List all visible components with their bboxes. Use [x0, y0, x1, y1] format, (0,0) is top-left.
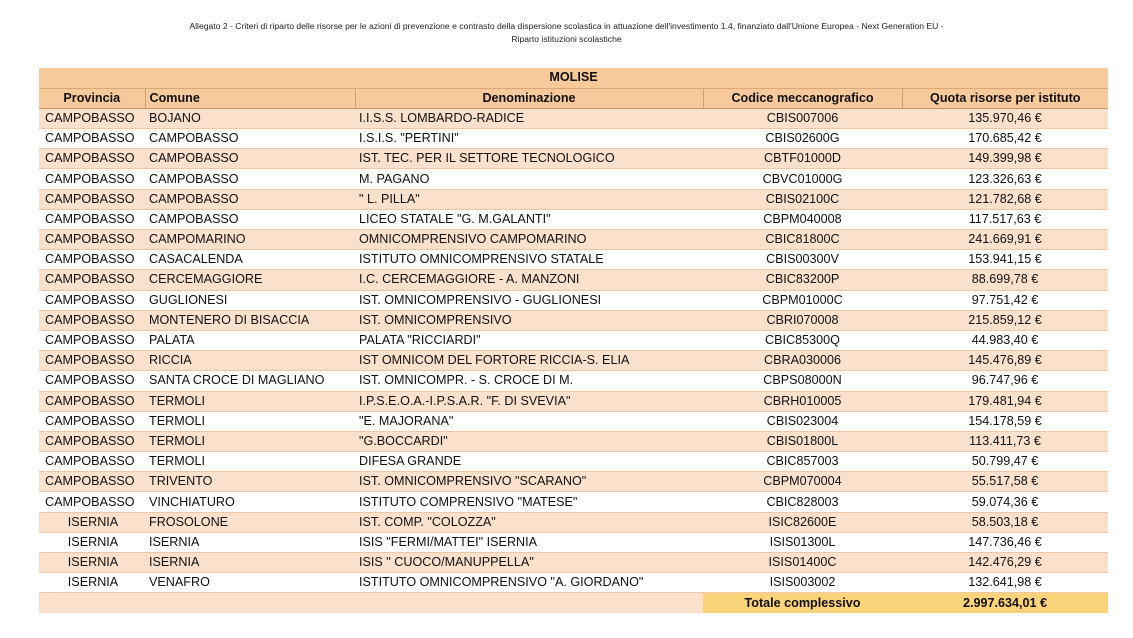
cell-denominazione: IST. OMNICOMPRENSIVO [355, 310, 703, 330]
cell-quota: 142.476,29 € [902, 553, 1108, 573]
cell-provincia: CAMPOBASSO [39, 472, 145, 492]
cell-quota: 215.859,12 € [902, 310, 1108, 330]
table-row [39, 209, 1108, 229]
cell-comune: TERMOLI [145, 431, 355, 451]
cell-codice: CBIC83200P [703, 270, 902, 290]
total-spacer [39, 593, 703, 613]
cell-codice: ISIS01300L [703, 532, 902, 552]
table-row [39, 512, 1108, 532]
cell-comune: CAMPOMARINO [145, 230, 355, 250]
cell-comune: TERMOLI [145, 452, 355, 472]
cell-quota: 97.751,42 € [902, 290, 1108, 310]
table-row [39, 472, 1108, 492]
cell-comune: MONTENERO DI BISACCIA [145, 310, 355, 330]
cell-provincia: CAMPOBASSO [39, 108, 145, 128]
cell-provincia: CAMPOBASSO [39, 492, 145, 512]
cell-denominazione: IST. OMNICOMPR. - S. CROCE DI M. [355, 371, 703, 391]
table-row [39, 169, 1108, 189]
cell-provincia: CAMPOBASSO [39, 189, 145, 209]
cell-provincia: CAMPOBASSO [39, 169, 145, 189]
cell-quota: 241.669,91 € [902, 230, 1108, 250]
table-row [39, 108, 1108, 128]
cell-denominazione: I.P.S.E.O.A.-I.P.S.A.R. "F. DI SVEVIA" [355, 391, 703, 411]
cell-codice: CBPM01000C [703, 290, 902, 310]
cell-codice: ISIS01400C [703, 553, 902, 573]
table-body [39, 108, 1108, 593]
cell-quota: 96.747,96 € [902, 371, 1108, 391]
table-row [39, 129, 1108, 149]
table-row [39, 452, 1108, 472]
region-title: MOLISE [39, 68, 1108, 88]
cell-codice: CBIS023004 [703, 411, 902, 431]
cell-codice: CBIS02100C [703, 189, 902, 209]
cell-codice: CBIS00300V [703, 250, 902, 270]
cell-denominazione: IST. TEC. PER IL SETTORE TECNOLOGICO [355, 149, 703, 169]
cell-codice: CBRI070008 [703, 310, 902, 330]
column-header-quota: Quota risorse per istituto [902, 88, 1108, 108]
cell-quota: 145.476,89 € [902, 351, 1108, 371]
table-row [39, 391, 1108, 411]
cell-denominazione: IST OMNICOM DEL FORTORE RICCIA-S. ELIA [355, 351, 703, 371]
cell-comune: CAMPOBASSO [145, 209, 355, 229]
cell-codice: CBPS08000N [703, 371, 902, 391]
table-row [39, 310, 1108, 330]
cell-comune: CAMPOBASSO [145, 169, 355, 189]
cell-denominazione: "G.BOCCARDI" [355, 431, 703, 451]
cell-comune: SANTA CROCE DI MAGLIANO [145, 371, 355, 391]
table-row [39, 532, 1108, 552]
cell-quota: 123.326,63 € [902, 169, 1108, 189]
cell-quota: 113.411,73 € [902, 431, 1108, 451]
page-header [0, 20, 1133, 45]
cell-codice: CBIC828003 [703, 492, 902, 512]
cell-comune: CAMPOBASSO [145, 149, 355, 169]
cell-provincia: CAMPOBASSO [39, 290, 145, 310]
cell-provincia: ISERNIA [39, 512, 145, 532]
total-label: Totale complessivo [703, 593, 902, 613]
cell-denominazione: ISIS " CUOCO/MANUPPELLA" [355, 553, 703, 573]
cell-provincia: CAMPOBASSO [39, 149, 145, 169]
table-row [39, 290, 1108, 310]
cell-provincia: CAMPOBASSO [39, 129, 145, 149]
cell-provincia: CAMPOBASSO [39, 351, 145, 371]
cell-quota: 121.782,68 € [902, 189, 1108, 209]
cell-quota: 179.481,94 € [902, 391, 1108, 411]
cell-comune: TERMOLI [145, 391, 355, 411]
cell-quota: 135.970,46 € [902, 108, 1108, 128]
cell-quota: 117.517,63 € [902, 209, 1108, 229]
cell-denominazione: ISTITUTO OMNICOMPRENSIVO STATALE [355, 250, 703, 270]
cell-comune: CERCEMAGGIORE [145, 270, 355, 290]
column-header-denominazione: Denominazione [355, 88, 703, 108]
table-row [39, 330, 1108, 350]
column-header-codice: Codice meccanografico [703, 88, 902, 108]
cell-codice: CBRA030006 [703, 351, 902, 371]
cell-quota: 154.178,59 € [902, 411, 1108, 431]
column-header-row [39, 88, 1108, 108]
total-value: 2.997.634,01 € [902, 593, 1108, 613]
cell-provincia: ISERNIA [39, 553, 145, 573]
cell-codice: CBIS02600G [703, 129, 902, 149]
cell-quota: 88.699,78 € [902, 270, 1108, 290]
cell-comune: GUGLIONESI [145, 290, 355, 310]
cell-comune: FROSOLONE [145, 512, 355, 532]
cell-denominazione: " L. PILLA" [355, 189, 703, 209]
cell-provincia: CAMPOBASSO [39, 371, 145, 391]
cell-codice: CBIC857003 [703, 452, 902, 472]
cell-provincia: CAMPOBASSO [39, 209, 145, 229]
cell-quota: 55.517,58 € [902, 472, 1108, 492]
cell-codice: CBIC81800C [703, 230, 902, 250]
table-row [39, 411, 1108, 431]
cell-comune: ISERNIA [145, 532, 355, 552]
cell-denominazione: IST. OMNICOMPRENSIVO - GUGLIONESI [355, 290, 703, 310]
cell-codice: ISIC82600E [703, 512, 902, 532]
table-row [39, 553, 1108, 573]
cell-provincia: CAMPOBASSO [39, 270, 145, 290]
cell-comune: PALATA [145, 330, 355, 350]
table-row [39, 573, 1108, 593]
cell-codice: CBTF01000D [703, 149, 902, 169]
allocation-table [39, 68, 1108, 613]
cell-denominazione: I.S.I.S. "PERTINI" [355, 129, 703, 149]
cell-denominazione: IST. COMP. "COLOZZA" [355, 512, 703, 532]
cell-denominazione: DIFESA GRANDE [355, 452, 703, 472]
cell-quota: 153.941,15 € [902, 250, 1108, 270]
region-header-row [39, 68, 1108, 88]
cell-provincia: ISERNIA [39, 532, 145, 552]
cell-provincia: CAMPOBASSO [39, 391, 145, 411]
cell-provincia: CAMPOBASSO [39, 431, 145, 451]
column-header-provincia: Provincia [39, 88, 145, 108]
cell-codice: CBVC01000G [703, 169, 902, 189]
cell-codice: ISIS003002 [703, 573, 902, 593]
table-row [39, 230, 1108, 250]
cell-denominazione: M. PAGANO [355, 169, 703, 189]
table-row [39, 351, 1108, 371]
cell-comune: TERMOLI [145, 411, 355, 431]
cell-provincia: CAMPOBASSO [39, 411, 145, 431]
cell-denominazione: I.C. CERCEMAGGIORE - A. MANZONI [355, 270, 703, 290]
table-row [39, 492, 1108, 512]
document-title: Allegato 2 - Criteri di riparto delle risorse per le azioni di prevenzione e contrasto della dispersione scolastica in attuazione dell'investimento 1.4, finanziato dall'Unione Europea - Next Generation EU - [189, 21, 944, 31]
cell-codice: CBIC85300Q [703, 330, 902, 350]
table-row [39, 371, 1108, 391]
cell-comune: RICCIA [145, 351, 355, 371]
cell-denominazione: ISIS "FERMI/MATTEI" ISERNIA [355, 532, 703, 552]
cell-provincia: CAMPOBASSO [39, 310, 145, 330]
cell-provincia: CAMPOBASSO [39, 230, 145, 250]
total-row [39, 593, 1108, 613]
cell-denominazione: ISTITUTO COMPRENSIVO "MATESE" [355, 492, 703, 512]
cell-quota: 44.983,40 € [902, 330, 1108, 350]
cell-quota: 170.685,42 € [902, 129, 1108, 149]
cell-denominazione: ISTITUTO OMNICOMPRENSIVO "A. GIORDANO" [355, 573, 703, 593]
cell-comune: ISERNIA [145, 553, 355, 573]
cell-denominazione: I.I.S.S. LOMBARDO-RADICE [355, 108, 703, 128]
cell-codice: CBIS01800L [703, 431, 902, 451]
cell-comune: VINCHIATURO [145, 492, 355, 512]
cell-comune: CAMPOBASSO [145, 129, 355, 149]
table-row [39, 250, 1108, 270]
cell-quota: 50.799,47 € [902, 452, 1108, 472]
cell-comune: CASACALENDA [145, 250, 355, 270]
cell-quota: 58.503,18 € [902, 512, 1108, 532]
cell-provincia: CAMPOBASSO [39, 330, 145, 350]
cell-codice: CBPM070004 [703, 472, 902, 492]
cell-denominazione: PALATA "RICCIARDI" [355, 330, 703, 350]
column-header-comune: Comune [145, 88, 355, 108]
allocation-table-container [39, 68, 1108, 613]
table-row [39, 431, 1108, 451]
cell-comune: TRIVENTO [145, 472, 355, 492]
table-row [39, 189, 1108, 209]
cell-provincia: ISERNIA [39, 573, 145, 593]
table-row [39, 149, 1108, 169]
cell-comune: BOJANO [145, 108, 355, 128]
cell-denominazione: "E. MAJORANA" [355, 411, 703, 431]
document-subtitle: Riparto istituzioni scolastiche [511, 33, 622, 44]
cell-comune: CAMPOBASSO [145, 189, 355, 209]
cell-quota: 132.641,98 € [902, 573, 1108, 593]
cell-codice: CBPM040008 [703, 209, 902, 229]
cell-quota: 59.074,36 € [902, 492, 1108, 512]
cell-comune: VENAFRO [145, 573, 355, 593]
table-row [39, 270, 1108, 290]
cell-quota: 147.736,46 € [902, 532, 1108, 552]
cell-codice: CBRH010005 [703, 391, 902, 411]
cell-denominazione: LICEO STATALE "G. M.GALANTI" [355, 209, 703, 229]
cell-codice: CBIS007006 [703, 108, 902, 128]
cell-denominazione: OMNICOMPRENSIVO CAMPOMARINO [355, 230, 703, 250]
cell-denominazione: IST. OMNICOMPRENSIVO "SCARANO" [355, 472, 703, 492]
cell-provincia: CAMPOBASSO [39, 250, 145, 270]
cell-quota: 149.399,98 € [902, 149, 1108, 169]
cell-provincia: CAMPOBASSO [39, 452, 145, 472]
